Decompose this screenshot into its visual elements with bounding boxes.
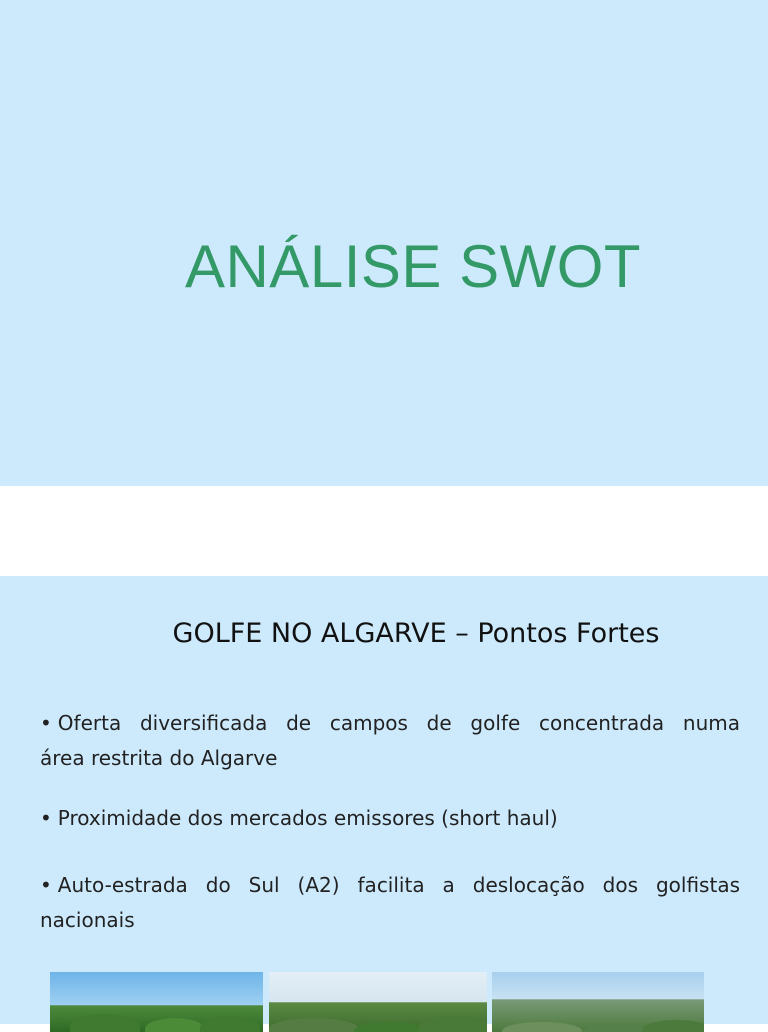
bullet-item (40, 801, 740, 836)
bullet-dot-icon: • (40, 711, 52, 735)
slide-title: ANÁLISE SWOT (184, 233, 642, 300)
slide-heading: GOLFE NO ALGARVE – Pontos Fortes (172, 618, 660, 649)
bullet-text: Oferta diversificada de campos de golfe concentrada numa (57, 711, 740, 735)
bullet-dot-icon: • (40, 806, 52, 830)
bullet-text: Proximidade dos mercados emissores (short haul) (57, 806, 558, 830)
bullet-text-continued: nacionais (40, 908, 135, 932)
bullet-text: Auto-estrada do Sul (A2) facilita a deslocação dos golfistas (57, 873, 740, 897)
title-slide (0, 0, 768, 486)
bullet-item (40, 868, 740, 938)
bullet-dot-icon: • (40, 873, 52, 897)
golf-course-photo (50, 972, 263, 1032)
bullet-text-continued: área restrita do Algarve (40, 746, 278, 770)
bullet-item (40, 706, 740, 776)
golf-course-photo (269, 972, 487, 1032)
golf-course-photo (492, 972, 704, 1032)
slide-separator (0, 486, 768, 576)
content-slide (0, 576, 768, 1024)
